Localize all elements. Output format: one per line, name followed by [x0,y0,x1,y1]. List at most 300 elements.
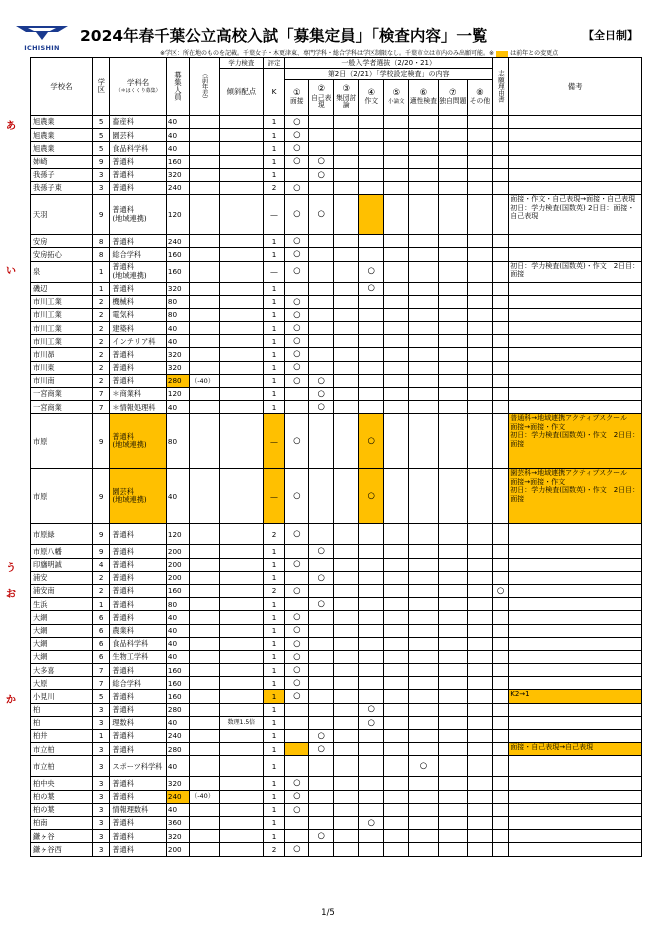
district: 9 [92,195,109,235]
test-mark [467,624,492,637]
test-mark [359,598,384,611]
capacity: 240 [166,790,189,803]
district: 1 [92,282,109,295]
test-mark [309,790,334,803]
shibo-mark [492,611,508,624]
capacity-diff: （-40） [189,790,219,803]
k-value: 1 [263,650,285,663]
test-mark [409,348,438,361]
capacity-diff [189,598,219,611]
capacity-diff [189,677,219,690]
test-mark: ○ [285,637,309,650]
remarks: K2→1 [509,690,642,703]
remarks [509,181,642,194]
test-mark [309,677,334,690]
school-name: 市立柏 [31,756,93,777]
test-mark [334,261,359,282]
district: 3 [92,830,109,843]
remarks [509,348,642,361]
test-mark [359,743,384,756]
capacity: 120 [166,388,189,401]
capacity-diff [189,335,219,348]
test-mark [359,295,384,308]
remarks [509,248,642,261]
capacity: 240 [166,730,189,743]
keisha-value [220,790,263,803]
test-mark [285,756,309,777]
test-mark [409,469,438,524]
col-test-num: ③ [342,83,351,94]
dept-name: 普通科 [110,181,167,194]
test-mark [467,716,492,729]
test-mark [309,295,334,308]
k-value: 1 [263,168,285,181]
test-mark [384,401,409,414]
test-mark [384,388,409,401]
test-mark [384,690,409,703]
test-mark [334,282,359,295]
k-value: 1 [263,571,285,584]
capacity: 160 [166,248,189,261]
capacity: 40 [166,116,189,129]
k-value: 1 [263,598,285,611]
test-mark [384,181,409,194]
dept-name: 建築科 [110,322,167,335]
test-mark [438,664,467,677]
col-shibo-label: 志願理由書 [496,69,505,103]
dept-name: 普通科 [110,361,167,374]
capacity: 40 [166,469,189,524]
test-mark [334,322,359,335]
test-mark [334,677,359,690]
capacity-diff [189,524,219,545]
shibo-mark [492,803,508,816]
test-mark [285,716,309,729]
capacity-diff [189,716,219,729]
table-row [31,155,642,168]
dept-name: 園芸科 [110,129,167,142]
keisha-value [220,650,263,663]
test-mark [334,524,359,545]
school-name: 市原八幡 [31,545,93,558]
district: 2 [92,348,109,361]
test-mark [409,282,438,295]
test-mark [409,677,438,690]
test-mark: ○ [359,716,384,729]
capacity-diff [189,624,219,637]
test-mark [467,571,492,584]
shibo-mark [492,142,508,155]
capacity: 160 [166,155,189,168]
table-row [31,142,642,155]
test-mark: ○ [285,322,309,335]
test-mark [309,716,334,729]
test-mark: ○ [285,335,309,348]
capacity-diff [189,361,219,374]
district: 1 [92,730,109,743]
district: 1 [92,261,109,282]
table-row [31,181,642,194]
table-row [31,650,642,663]
district: 1 [92,598,109,611]
test-mark [384,295,409,308]
test-mark [359,129,384,142]
test-mark: ○ [285,650,309,663]
test-mark: ○ [285,624,309,637]
district: 9 [92,469,109,524]
col-test-3 [334,80,359,116]
capacity-diff [189,195,219,235]
school-name: 柏の葉 [31,790,93,803]
test-mark [334,611,359,624]
test-mark: ○ [309,195,334,235]
test-mark [438,650,467,663]
k-value: 1 [263,282,285,295]
keisha-value [220,624,263,637]
remarks [509,282,642,295]
table-row [31,414,642,469]
table-row [31,830,642,843]
capacity-diff [189,830,219,843]
test-mark [309,816,334,829]
remarks [509,116,642,129]
test-mark [384,248,409,261]
test-mark: ○ [309,598,334,611]
keisha-value [220,335,263,348]
district: 9 [92,524,109,545]
dept-name: 普通科 (地域連携) [110,195,167,235]
dept-name: 電気科 [110,308,167,321]
test-mark [359,374,384,387]
test-mark: ○ [309,545,334,558]
test-mark: ○ [285,777,309,790]
test-mark [467,690,492,703]
test-mark [309,690,334,703]
keisha-value [220,295,263,308]
test-mark [334,843,359,856]
keisha-value [220,414,263,469]
dept-name: 普通科 (地域連携) [110,261,167,282]
test-mark [359,558,384,571]
col-test-4 [359,80,384,116]
k-value: 1 [263,777,285,790]
test-mark: ○ [309,374,334,387]
test-mark: ○ [285,261,309,282]
test-mark [285,282,309,295]
col-test-8 [467,80,492,116]
capacity-diff [189,571,219,584]
test-mark [467,261,492,282]
col-test-label: 小論文 [388,99,405,106]
remarks [509,361,642,374]
test-mark [334,116,359,129]
table-row [31,248,642,261]
district: 3 [92,716,109,729]
test-mark [384,664,409,677]
test-mark [438,677,467,690]
test-mark [334,374,359,387]
test-mark [467,142,492,155]
test-mark [334,756,359,777]
test-mark [409,142,438,155]
remarks [509,790,642,803]
shibo-mark [492,181,508,194]
k-value: 1 [263,716,285,729]
test-mark: ○ [309,743,334,756]
test-mark [359,790,384,803]
k-value: 1 [263,730,285,743]
school-name: 一宮商業 [31,401,93,414]
k-value: 1 [263,129,285,142]
test-mark [438,730,467,743]
test-mark [334,730,359,743]
capacity: 160 [166,677,189,690]
district: 6 [92,650,109,663]
shibo-mark [492,374,508,387]
district: 3 [92,816,109,829]
test-mark [334,584,359,597]
test-mark: ○ [309,168,334,181]
table-row [31,743,642,756]
test-mark [467,282,492,295]
remarks [509,295,642,308]
capacity: 320 [166,830,189,843]
capacity: 40 [166,624,189,637]
remarks [509,777,642,790]
test-mark [438,469,467,524]
table-row [31,401,642,414]
test-mark: ○ [285,295,309,308]
school-name: 生浜 [31,598,93,611]
school-name: 市原 [31,414,93,469]
district: 9 [92,545,109,558]
col-gakuryoku: 学力検査 [220,58,263,69]
table-row [31,571,642,584]
test-mark [438,322,467,335]
test-mark: ○ [359,282,384,295]
page-title: 2024年春千葉公立高校入試「募集定員」「検査内容」一覧 [80,27,488,45]
district: 3 [92,743,109,756]
test-mark [467,756,492,777]
test-mark [409,703,438,716]
test-mark [309,524,334,545]
test-mark [467,816,492,829]
dept-name: 食品科学科 [110,142,167,155]
test-mark [309,756,334,777]
test-mark: ○ [285,308,309,321]
test-mark [409,524,438,545]
remarks [509,716,642,729]
dept-name: 総合学科 [110,677,167,690]
col-remarks: 備考 [509,58,642,116]
test-mark [384,743,409,756]
test-mark [438,816,467,829]
test-mark [384,235,409,248]
test-mark [309,703,334,716]
table-row [31,361,642,374]
district: 3 [92,803,109,816]
col-test-num: ⑧ [476,87,484,98]
capacity-diff [189,414,219,469]
dept-name: 普通科 [110,790,167,803]
test-mark [359,168,384,181]
test-mark [409,598,438,611]
shibo-mark [492,361,508,374]
test-mark [384,116,409,129]
remarks [509,401,642,414]
shibo-mark [492,830,508,843]
capacity-diff [189,142,219,155]
k-value: 1 [263,677,285,690]
school-name: 小見川 [31,690,93,703]
shibo-mark [492,248,508,261]
test-mark [334,650,359,663]
test-mark [467,677,492,690]
capacity: 40 [166,637,189,650]
dept-name: 情報理数科 [110,803,167,816]
remarks [509,388,642,401]
capacity: 40 [166,335,189,348]
school-name: 大網 [31,611,93,624]
capacity: 360 [166,816,189,829]
remarks [509,374,642,387]
capacity-diff [189,545,219,558]
k-value: 1 [263,545,285,558]
test-mark: ○ [285,361,309,374]
kana-index-mark: う [6,563,16,575]
test-mark [334,664,359,677]
capacity: 200 [166,571,189,584]
test-mark [438,142,467,155]
test-mark [467,650,492,663]
dept-name: 普通科 [110,168,167,181]
district: 3 [92,703,109,716]
keisha-value [220,637,263,650]
capacity: 80 [166,308,189,321]
exam-table [30,57,642,857]
test-mark: ○ [309,155,334,168]
school-name: 柏 [31,716,93,729]
capacity-diff [189,743,219,756]
test-mark [334,414,359,469]
test-mark [334,743,359,756]
capacity-diff [189,637,219,650]
test-mark [309,181,334,194]
table-row [31,168,642,181]
school-name: 市立柏 [31,743,93,756]
shibo-mark [492,777,508,790]
test-mark [467,308,492,321]
capacity: 80 [166,295,189,308]
test-mark [467,598,492,611]
district: 5 [92,690,109,703]
table-row [31,664,642,677]
district: 8 [92,248,109,261]
test-mark [438,295,467,308]
test-mark [309,142,334,155]
test-mark [409,816,438,829]
test-mark [359,116,384,129]
test-mark [309,558,334,571]
district: 3 [92,756,109,777]
capacity: 40 [166,803,189,816]
test-mark: ○ [285,469,309,524]
test-mark [467,830,492,843]
school-name: 鎌ヶ谷西 [31,843,93,856]
capacity: 200 [166,545,189,558]
keisha-value [220,155,263,168]
k-value: 1 [263,816,285,829]
test-mark [409,414,438,469]
district: 7 [92,388,109,401]
test-mark [409,235,438,248]
district: 6 [92,624,109,637]
test-mark [359,843,384,856]
test-mark [409,335,438,348]
capacity: 160 [166,261,189,282]
test-mark [359,361,384,374]
school-name: 一宮商業 [31,388,93,401]
k-value: 2 [263,843,285,856]
keisha-value [220,129,263,142]
col-district-label: 学区 [96,78,106,94]
dept-name: 普通科 [110,664,167,677]
test-mark [438,584,467,597]
test-mark [409,388,438,401]
test-mark [309,129,334,142]
table-row [31,308,642,321]
keisha-value [220,584,263,597]
table-row [31,388,642,401]
test-mark [467,469,492,524]
col-day2: 第2日（2/21）「学校設定検査」の内容 [285,69,493,80]
remarks [509,650,642,663]
k-value: 1 [263,703,285,716]
capacity-diff [189,261,219,282]
test-mark [438,790,467,803]
remarks: 普通科→地域連携アクティブスクール 面接→面接・作文 初日：学力検査(国数英)・作文 2日目：面接 [509,414,642,469]
k-value: 1 [263,664,285,677]
test-mark [409,690,438,703]
capacity-diff [189,129,219,142]
test-mark [409,584,438,597]
remarks [509,624,642,637]
dept-name: 普通科 [110,843,167,856]
school-name: 泉 [31,261,93,282]
remarks [509,308,642,321]
test-mark [409,308,438,321]
test-mark [409,248,438,261]
capacity: 320 [166,168,189,181]
dept-name: 普通科 [110,558,167,571]
test-mark [334,195,359,235]
test-mark [438,843,467,856]
test-mark [409,637,438,650]
test-mark [285,401,309,414]
capacity: 40 [166,322,189,335]
test-mark [384,129,409,142]
test-mark [309,843,334,856]
k-value: 1 [263,401,285,414]
shibo-mark [492,650,508,663]
test-mark [438,235,467,248]
test-mark [438,558,467,571]
capacity: 240 [166,181,189,194]
test-mark [334,401,359,414]
test-mark [409,571,438,584]
test-mark: ○ [359,469,384,524]
test-mark [359,348,384,361]
